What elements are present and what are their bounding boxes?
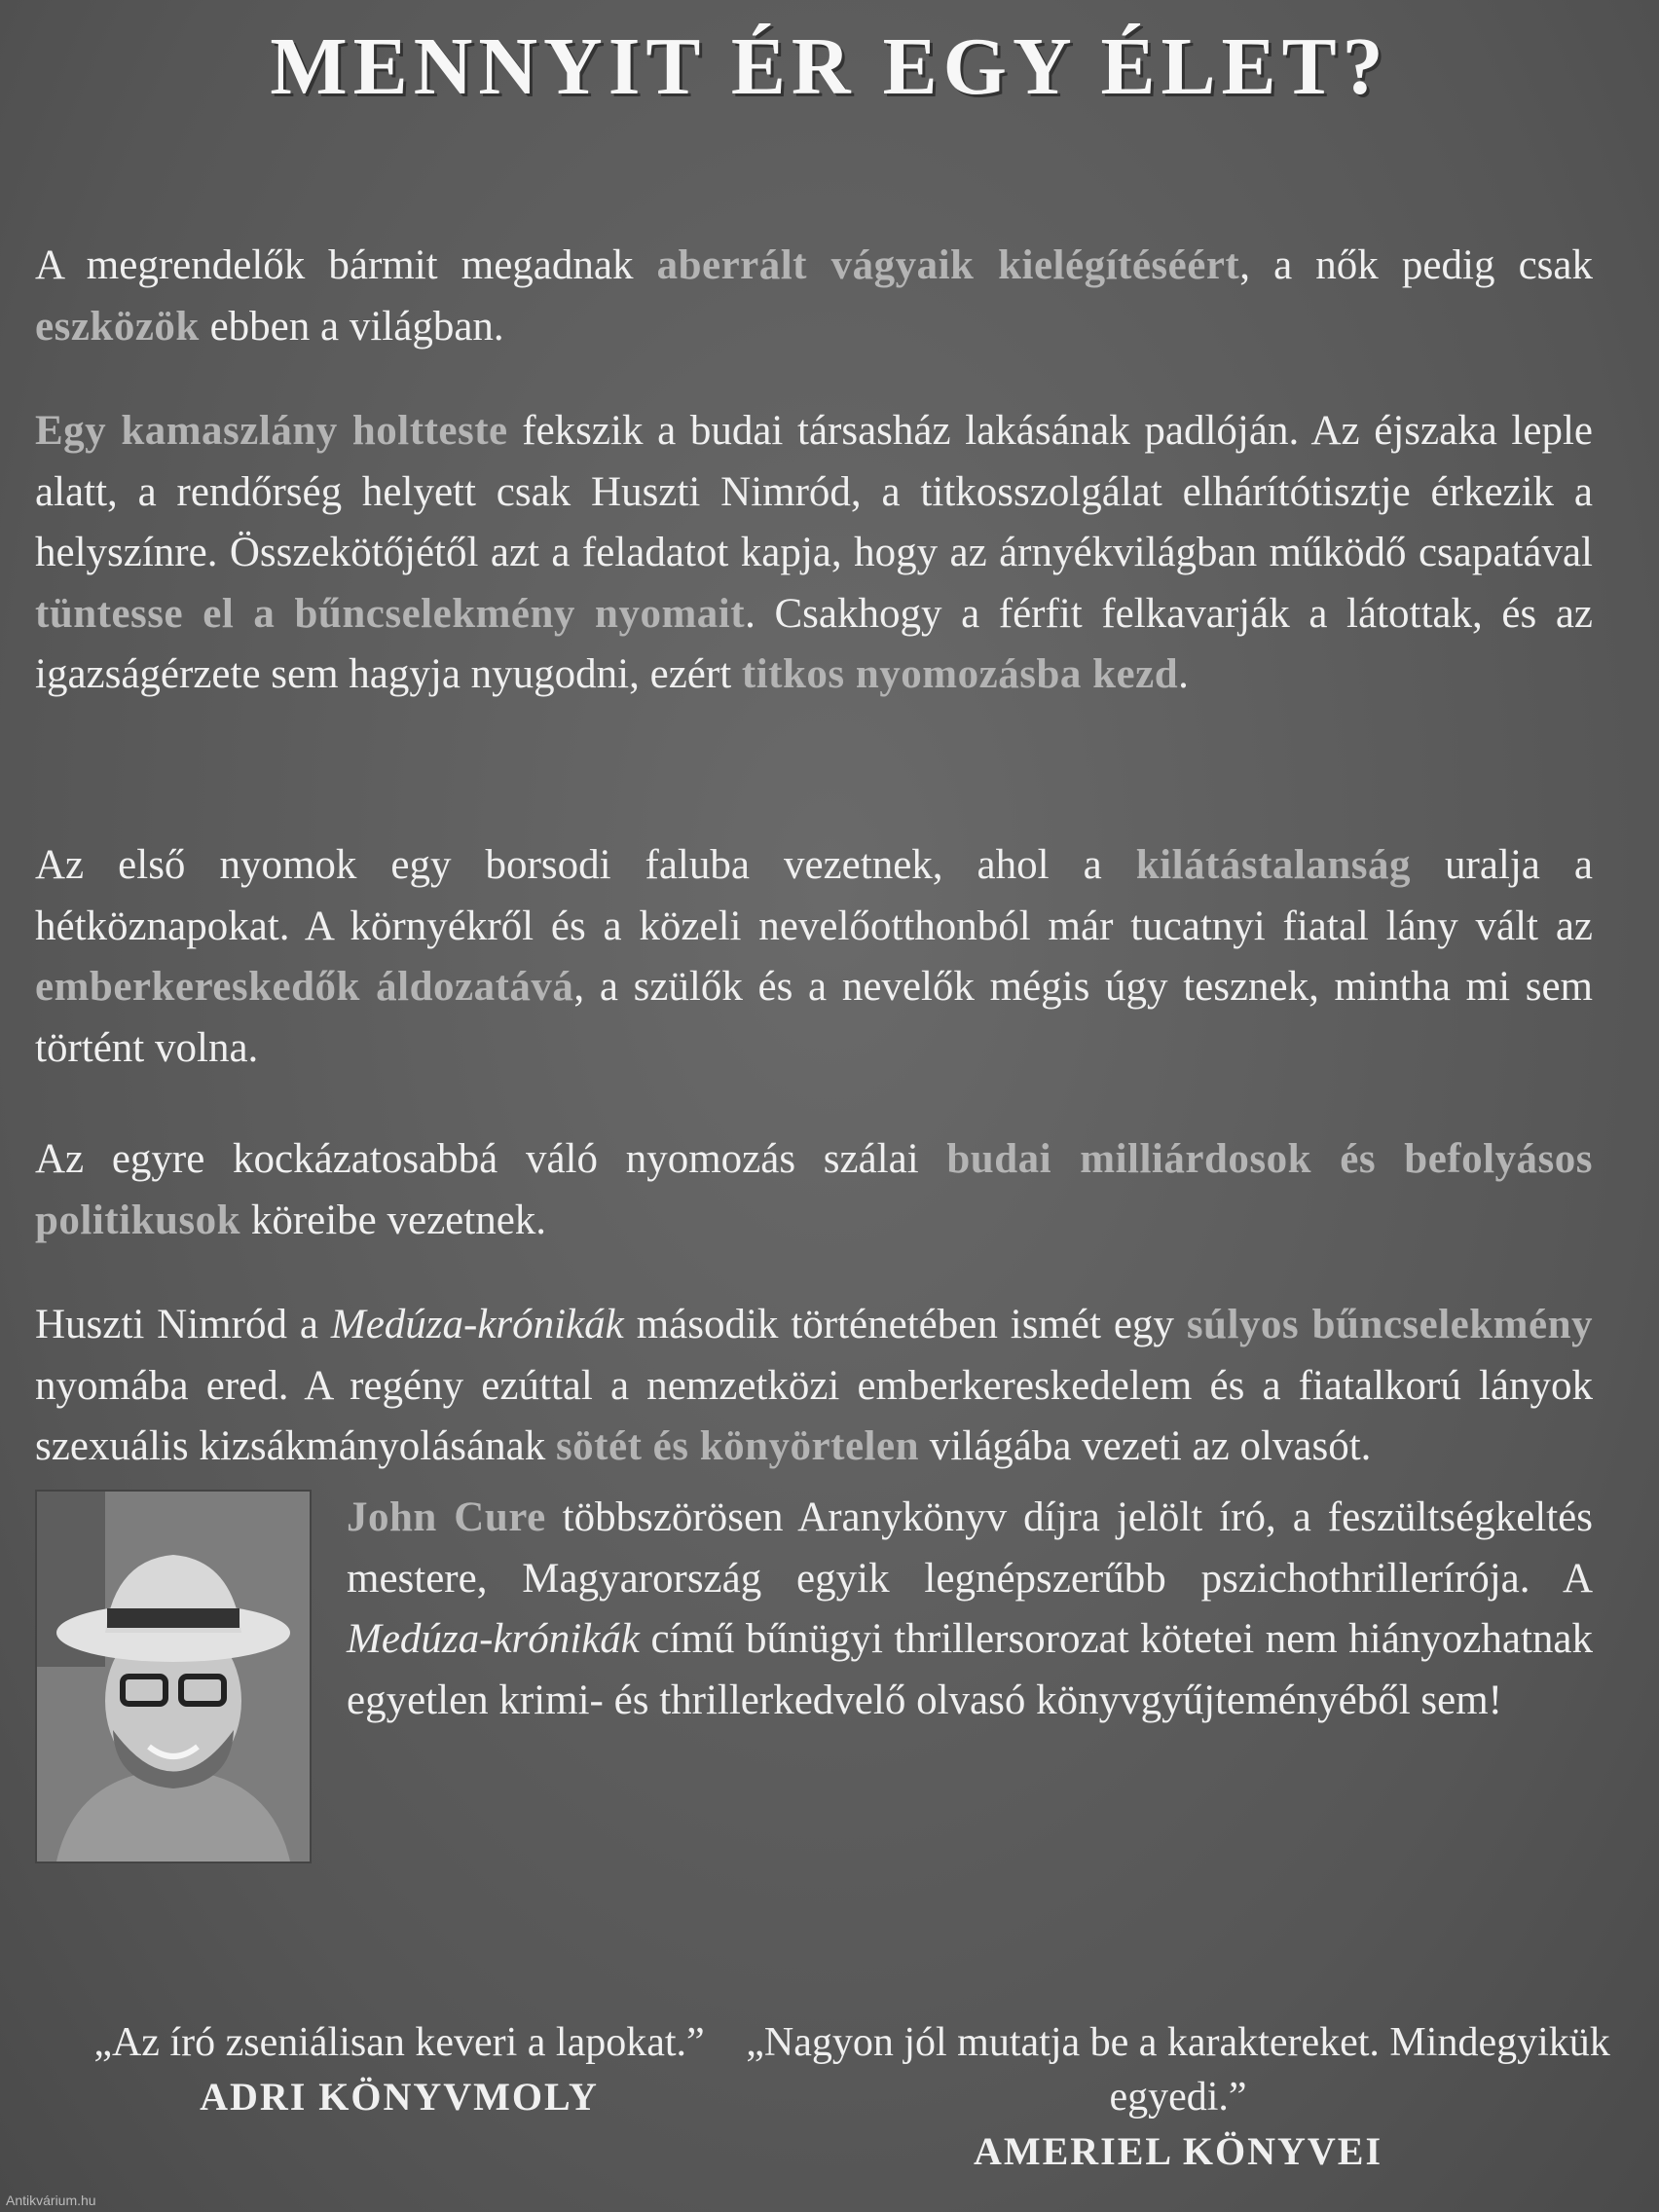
text: , a nők pedig csak bbox=[1239, 242, 1593, 288]
review-quote bbox=[740, 2015, 1616, 2179]
highlight: eszközök bbox=[35, 303, 200, 350]
quote-text: „Nagyon jól mutatja be a karaktereket. Mindegyikük egyedi.” bbox=[746, 2020, 1610, 2120]
highlight: emberkereskedők áldozatává bbox=[35, 964, 574, 1010]
highlight: kilátástalanság bbox=[1135, 842, 1411, 888]
highlight: súlyos bűncselekmény bbox=[1186, 1302, 1593, 1347]
text: című bűnügyi thrillersorozat kötetei nem hiányozhatnak egyetlen krimi- és thrillerkedvelő olvasó könyvgyűjteményéből sem! bbox=[347, 1616, 1593, 1723]
highlight: budai milliárdosok és befolyásos politikusok bbox=[35, 1136, 1594, 1243]
cover-title: MENNYIT ÉR EGY ÉLET? bbox=[270, 21, 1389, 112]
author-portrait-icon bbox=[37, 1492, 310, 1862]
quote-source: ADRI KÖNYVMOLY bbox=[200, 2075, 599, 2119]
highlight: tüntesse el a bűncselekmény nyomait bbox=[35, 590, 746, 637]
text: fekszik a budai társasház lakásának padlóján. Az éjszaka leple alatt, a rendőrség helyett csak Huszti Nimród, a titkosszolgálat elhárítótisztje érkezik a helyszínre. Összekötőjétől azt a feladatot kapja, hogy az árnyékvilágban működő csapatával bbox=[35, 408, 1593, 575]
series-name: Medúza-krónikák bbox=[330, 1302, 624, 1347]
highlight: aberrált vágyaik kielégítéséért bbox=[656, 242, 1240, 288]
paragraph-author bbox=[347, 1488, 1593, 1731]
text: Az első nyomok egy borsodi faluba vezetnek, ahol a bbox=[35, 842, 1136, 888]
text: világába vezeti az olvasót. bbox=[919, 1423, 1372, 1469]
text: . Csakhogy a férfit felkavarják a látottak, és az igazságérzete sem hagyja nyugodni, ezért bbox=[35, 590, 1593, 697]
paragraph-clues bbox=[35, 835, 1593, 1079]
text: köreibe vezetnek. bbox=[240, 1197, 547, 1243]
highlight: Egy kamaszlány holtteste bbox=[35, 408, 508, 454]
text: Az egyre kockázatosabbá váló nyomozás szálai bbox=[35, 1136, 947, 1182]
text: második történetében ismét egy bbox=[623, 1302, 1187, 1347]
paragraph-plot bbox=[35, 401, 1593, 706]
highlight: titkos nyomozásba kezd bbox=[741, 651, 1179, 697]
text: nyomába ered. A regény ezúttal a nemzetközi emberkereskedelem és a fiatalkorú lányok szexuális kizsákmányolásának bbox=[35, 1362, 1593, 1469]
highlight: sötét és könyörtelen bbox=[555, 1423, 919, 1469]
text: A megrendelők bármit megadnak bbox=[35, 242, 657, 288]
quote-source: AMERIEL KÖNYVEI bbox=[973, 2129, 1383, 2173]
watermark: Antikvárium.hu bbox=[6, 2193, 96, 2208]
text: . bbox=[1178, 651, 1189, 697]
text: uralja a hétköznapokat. A környékről és a közeli nevelőotthonból már tucatnyi fiatal lány vált az bbox=[35, 842, 1593, 949]
series-name: Medúza-krónikák bbox=[347, 1616, 640, 1662]
quote-text: „Az író zseniálisan keveri a lapokat.” bbox=[93, 2020, 705, 2065]
review-quote bbox=[58, 2015, 740, 2124]
text: ebben a világban. bbox=[199, 303, 504, 350]
author-photo bbox=[35, 1490, 312, 1863]
paragraph-intro bbox=[35, 236, 1593, 357]
text: , a szülők és a nevelők mégis úgy tesznek, mintha mi sem történt volna. bbox=[35, 964, 1594, 1071]
paragraph-series bbox=[35, 1295, 1593, 1478]
text: Huszti Nimród a bbox=[35, 1302, 331, 1347]
author-name: John Cure bbox=[347, 1494, 546, 1540]
paragraph-investigation bbox=[35, 1129, 1593, 1251]
text: többszörösen Aranykönyv díjra jelölt író, a feszültségkeltés mestere, Magyarország egyik legnépszerűbb pszichothrillerírója. A bbox=[347, 1494, 1593, 1602]
